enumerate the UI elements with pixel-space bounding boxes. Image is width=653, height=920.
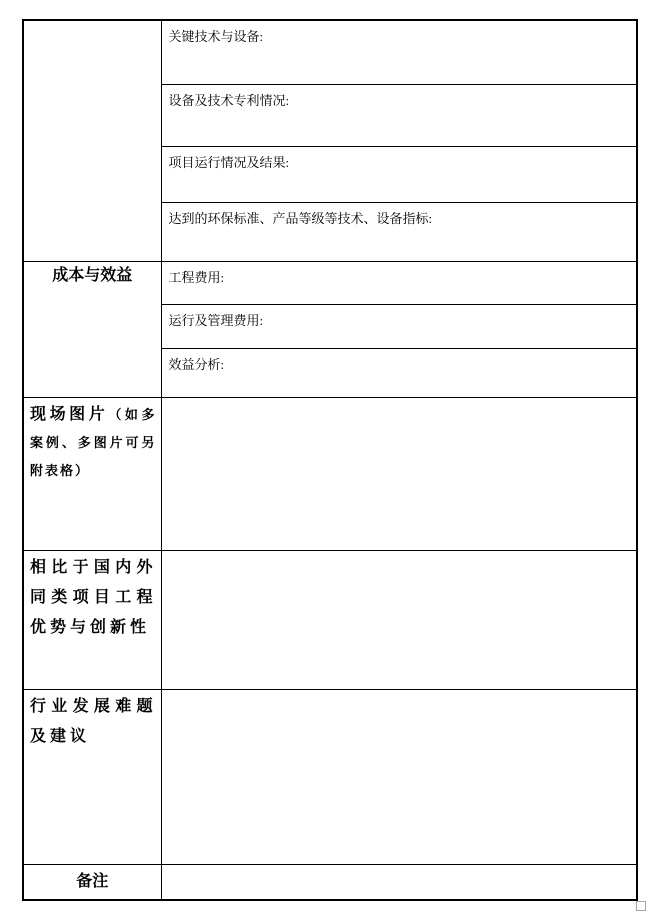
field-om-cost-label: 运行及管理费用: xyxy=(168,312,264,328)
header-advantage xyxy=(23,550,161,689)
field-benefit-analysis[interactable] xyxy=(161,348,637,397)
field-remark[interactable] xyxy=(161,864,637,900)
header-cost-benefit-label: 成本与效益 xyxy=(52,266,133,284)
field-benefit-analysis-label: 效益分析: xyxy=(168,356,225,372)
header-site-photos-label: 现场图片 xyxy=(30,405,109,423)
field-project-cost-label: 工程费用: xyxy=(168,269,225,285)
row-remark xyxy=(23,864,637,900)
field-advantage[interactable] xyxy=(161,550,637,689)
field-standards-label: 达到的环保标准、产品等级等技术、设备指标: xyxy=(168,210,433,226)
project-form-table xyxy=(22,19,638,901)
header-site-photos-note: （如多案例、多图片可另附表格） xyxy=(30,406,157,478)
field-project-cost[interactable] xyxy=(161,261,637,304)
field-patent-label: 设备及技术专利情况: xyxy=(168,92,290,108)
row-key-tech xyxy=(23,20,637,84)
header-industry-label: 行业发展难题及建议 xyxy=(30,697,157,745)
header-industry xyxy=(23,689,161,864)
continued-header-cell xyxy=(23,20,161,261)
field-om-cost[interactable] xyxy=(161,304,637,348)
field-operation[interactable] xyxy=(161,146,637,202)
field-patent[interactable] xyxy=(161,84,637,146)
row-industry xyxy=(23,689,637,864)
header-cost-benefit xyxy=(23,261,161,397)
field-standards[interactable] xyxy=(161,202,637,261)
row-site-photos xyxy=(23,397,637,550)
field-industry[interactable] xyxy=(161,689,637,864)
header-remark-label: 备注 xyxy=(76,872,109,890)
header-site-photos xyxy=(23,397,161,550)
header-remark xyxy=(23,864,161,900)
field-key-tech[interactable] xyxy=(161,20,637,84)
field-site-photos[interactable] xyxy=(161,397,637,550)
row-advantage xyxy=(23,550,637,689)
field-key-tech-label: 关键技术与设备: xyxy=(168,29,264,44)
row-project-cost xyxy=(23,261,637,304)
field-operation-label: 项目运行情况及结果: xyxy=(168,154,290,170)
header-advantage-label: 相比于国内外同类项目工程优势与创新性 xyxy=(30,558,157,636)
anchor-box xyxy=(636,901,646,911)
